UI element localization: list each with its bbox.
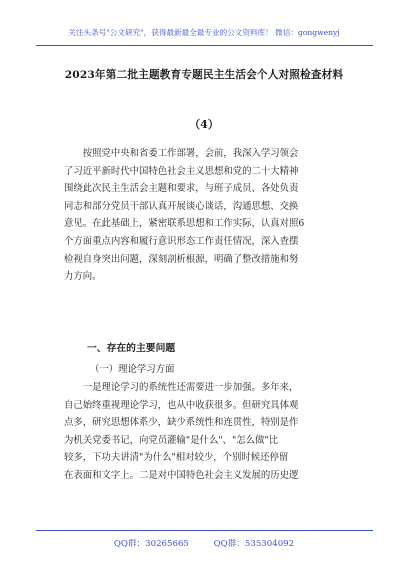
paragraph-line: 检视自身突出问题，深刻剖析根源，明确了整改措施和努	[64, 253, 299, 265]
paragraph-line: 一是理论学习的系统性还需要进一步加强。多年来，	[82, 382, 299, 393]
footer-qq-group-2: QQ群：535304092	[213, 539, 295, 549]
header-divider	[36, 45, 373, 46]
paragraph-line: 在表面和文字上。二是对中国特色社会主义发展的历史逻	[64, 469, 299, 481]
paragraph-line: 按照党中央和省委工作部署，会前，我深入学习领会	[82, 148, 299, 159]
paragraph-line: 围绕此次民主生活会主题和要求，与班子成员、各处负责	[64, 183, 299, 195]
header-note: 关注头条号"公文研究"，获得最新最全最专业的公文资料库！ 微信：gongwenyj	[68, 28, 340, 37]
paragraph-line: 为机关党委书记，向党员灌输"是什么"、"怎么做"比	[64, 434, 279, 446]
subsection-heading: （一）理论学习方面	[90, 364, 175, 375]
paragraph-line: 较多，下功夫讲清"为什么"相对较少，个别时候还停留	[64, 452, 289, 464]
paragraph-line: 意见。在此基础上，紧密联系思想和工作实际，认真对照6	[64, 218, 305, 230]
paragraph-line: 力方向。	[64, 271, 102, 283]
paragraph-line: 点多，研究思想体系少，缺少系统性和连贯性，特别是作	[64, 417, 299, 429]
footer-contacts	[0, 537, 408, 549]
document-title: 2023年第二批主题教育专题民主生活会个人对照检查材料	[64, 69, 344, 81]
paragraph-line: 自己始终重视理论学习，也从中收获很多。但研究具体观	[64, 399, 299, 411]
document-subtitle: （4）	[189, 118, 219, 131]
paragraph-line: 了习近平新时代中国特色社会主义思想和党的二十大精神	[64, 165, 299, 177]
section-heading: 一、存在的主要问题	[87, 343, 176, 354]
footer-divider	[36, 530, 373, 531]
paragraph-line: 同志和部分党员干部认真开展谈心谈话，沟通思想、交换	[64, 200, 299, 212]
paragraph-line: 个方面重点内容和履行意识形态工作责任情况，深入查摆	[64, 235, 299, 247]
paragraph-theory-study	[64, 379, 346, 485]
footer-qq-group-1: QQ群：30265665	[113, 539, 189, 549]
paragraph-intro	[64, 145, 346, 286]
